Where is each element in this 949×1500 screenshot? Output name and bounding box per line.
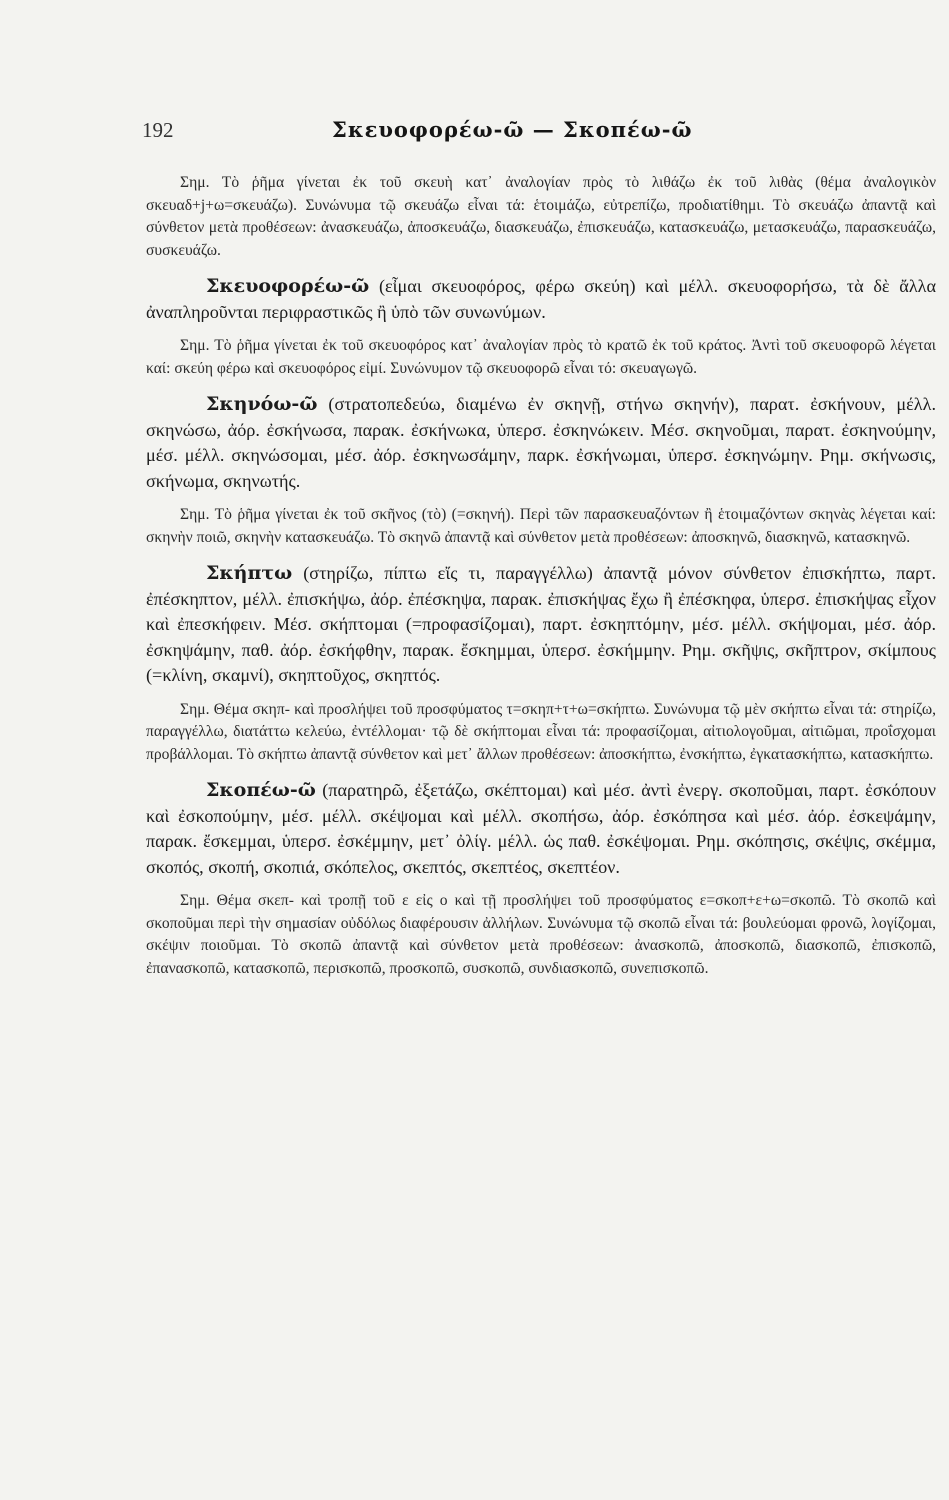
dictionary-entry: [146, 778, 936, 880]
grammar-note: Σημ. Θέμα σκεπ- καὶ τροπῇ τοῦ ε εἰς ο καὶ τῇ προσλήψει τοῦ προσφύματος ε=σκοπ+ε+ω=σκοπῶ. Τὸ σκοπῶ καὶ σκοποῦμαι περὶ τὴν σημασίαν οὐδόλως διαφέρουσιν ἀλλήλων. Συνώνυμα τῷ σκοπῶ εἶναι τά: βουλεύομαι φρονῶ, λογίζομαι, σκέψιν ποιοῦμαι. Τὸ σκοπῶ ἀπαντᾷ καὶ σύνθετον μετὰ προθέσεων: ἀνασκοπῶ, ἀποσκοπῶ, διασκοπῶ, ἐπισκοπῶ, ἐπανασκοπῶ, κατασκοπῶ, περισκοπῶ, προσκοπῶ, συσκοπῶ, συνδιασκοπῶ, συνεπισκοπῶ.: [146, 892, 936, 977]
grammar-note: Σημ. Τὸ ῥῆμα γίνεται ἐκ τοῦ σκευὴ κατ᾽ ἀναλογίαν πρὸς τὸ λιθάζω ἐκ τοῦ λιθὰς (θέμα ἀναλογικὸν σκευαδ+j+ω=σκευάζω). Συνώνυμα τῷ σκευάζω εἶναι τά: ἑτοιμάζω, εὐτρεπίζω, προδιατίθημι. Τὸ σκευάζω ἀπαντᾷ καὶ σύνθετον μετὰ προθέσεων: ἀνασκευάζω, ἀποσκευάζω, διασκευάζω, ἐπισκευάζω, κατασκευάζω, μετασκευάζω, παρασκευάζω, συσκευάζω.: [146, 174, 936, 259]
grammar-note: Σημ. Θέμα σκηπ- καὶ προσλήψει τοῦ προσφύματος τ=σκηπ+τ+ω=σκήπτω. Συνώνυμα τῷ μὲν σκήπτω εἶναι τά: στηρίζω, παραγγέλλω, διατάττω κελεύω, ἐντέλλομαι· τῷ δὲ σκήπτομαι εἶναι τά: προφασίζομαι, αἰτιολογοῦμαι, αἰτιῶμαι, προΐσχομαι προβάλλομαι. Τὸ σκήπτω ἀπαντᾷ σύνθετον καὶ μετ᾽ ἄλλων προθέσεων: ἀποσκήπτω, ἐνσκήπτω, ἐγκατασκήπτω, κατασκήπτω.: [146, 700, 936, 763]
grammar-note: Σημ. Τὸ ῥῆμα γίνεται ἐκ τοῦ σκῆνος (τὸ) (=σκηνή). Περὶ τῶν παρασκευαζόντων ἢ ἑτοιμαζόντων σκηνὰς λέγεται καί: σκηνὴν ποιῶ, σκηνὴν κατασκευάζω. Τὸ σκηνῶ ἀπαντᾷ καὶ σύνθετον μετὰ προθέσεων: ἀποσκηνῶ, διασκηνῶ, κατασκηνῶ.: [146, 506, 936, 546]
dictionary-entry: [146, 392, 936, 494]
headword: Σκοπέω-ῶ: [206, 779, 316, 801]
headword: Σκήπτω: [206, 562, 293, 584]
grammar-note: Σημ. Τὸ ῥῆμα γίνεται ἐκ τοῦ σκευοφόρος κατ᾽ ἀναλογίαν πρὸς τὸ κρατῶ ἐκ τοῦ κράτος. Ἀντὶ τοῦ σκευοφορῶ λέγεται καί: σκεύη φέρω καὶ σκευοφόρος εἰμί. Συνώνυμον τῷ σκευοφορῶ εἶναι τό: σκευαγωγῶ.: [146, 337, 936, 377]
entry-text: (στρατοπεδεύω, διαμένω ἐν σκηνῇ, στήνω σκηνήν), παρατ. ἐσκήνουν, μέλλ. σκηνώσω, ἀόρ. ἐσκήνωσα, παρακ. ἐσκήνωκα, ὑπερσ. ἐσκηνώκειν. Μέσ. σκηνοῦμαι, παρατ. ἐσκηνούμην, μέσ. μέλλ. σκηνώσομαι, μέσ. ἀόρ. ἐσκηνωσάμην, παρκ. ἐσκήνωμαι, ὑπερσ. ἐσκηνώμην. Ρημ. σκήνωσις, σκήνωμα, σκηνωτής.: [146, 394, 936, 491]
running-head: Σκευοφορέω-ῶ — Σκοπέω-ῶ: [332, 117, 693, 142]
entry-text: (εἶμαι σκευοφόρος, φέρω σκεύη) καὶ μέλλ. σκευοφορήσω, τὰ δὲ ἄλλα ἀναπληροῦνται περιφραστικῶς ἢ ὑπὸ τῶν συνωνύμων.: [146, 276, 936, 322]
page-body: [146, 172, 936, 992]
entry-text: (στηρίζω, πίπτω εἴς τι, παραγγέλλω) ἀπαντᾷ μόνον σύνθετον ἐπισκήπτω, παρτ. ἐπέσκηπτον, μέλλ. ἐπισκήψω, ἀόρ. ἐπέσκηψα, παρακ. ἐπισκήψας ἔχω ἢ ἐπέσκηφα, ὑπερσ. ἐπισκήψας εἶχον καὶ ἐπεσκήφειν. Μέσ. σκήπτομαι (=προφασίζομαι), παρτ. ἐσκηπτόμην, μέσ. μέλλ. σκήψομαι, μέσ. ἀόρ. ἐσκηψάμην, παθ. ἀόρ. ἐσκήφθην, παρακ. ἔσκημμαι, ὑπερσ. ἐσκήμμην. Ρημ. σκῆψις, σκῆπτρον, σκίμπους (=κλίνη, σκαμνί), σκηπτοῦχος, σκηπτός.: [146, 563, 936, 685]
dictionary-entry: [146, 274, 936, 325]
page-number: 192: [142, 118, 174, 142]
page-header: [142, 118, 932, 150]
headword: Σκευοφορέω-ῶ: [206, 275, 370, 297]
headword: Σκηνόω-ῶ: [206, 393, 318, 415]
entry-text: (παρατηρῶ, ἐξετάζω, σκέπτομαι) καὶ μέσ. ἀντὶ ἐνεργ. σκοποῦμαι, παρτ. ἐσκόπουν καὶ ἐσκοπούμην, μέσ. μέλλ. σκέψομαι καὶ μέλλ. σκοπήσω, ἀόρ. ἐσκόπησα καὶ μέσ. ἀόρ. ἐσκεψάμην, παρακ. ἔσκεμμαι, ὑπερσ. ἐσκέμμην, μετ᾽ ὀλίγ. μέλλ. ὡς παθ. ἐσκέψομαι. Ρημ. σκόπησις, σκέψις, σκέμμα, σκοπός, σκοπή, σκοπιά, σκόπελος, σκεπτός, σκεπτέος, σκεπτέον.: [146, 780, 936, 877]
dictionary-entry: [146, 561, 936, 689]
